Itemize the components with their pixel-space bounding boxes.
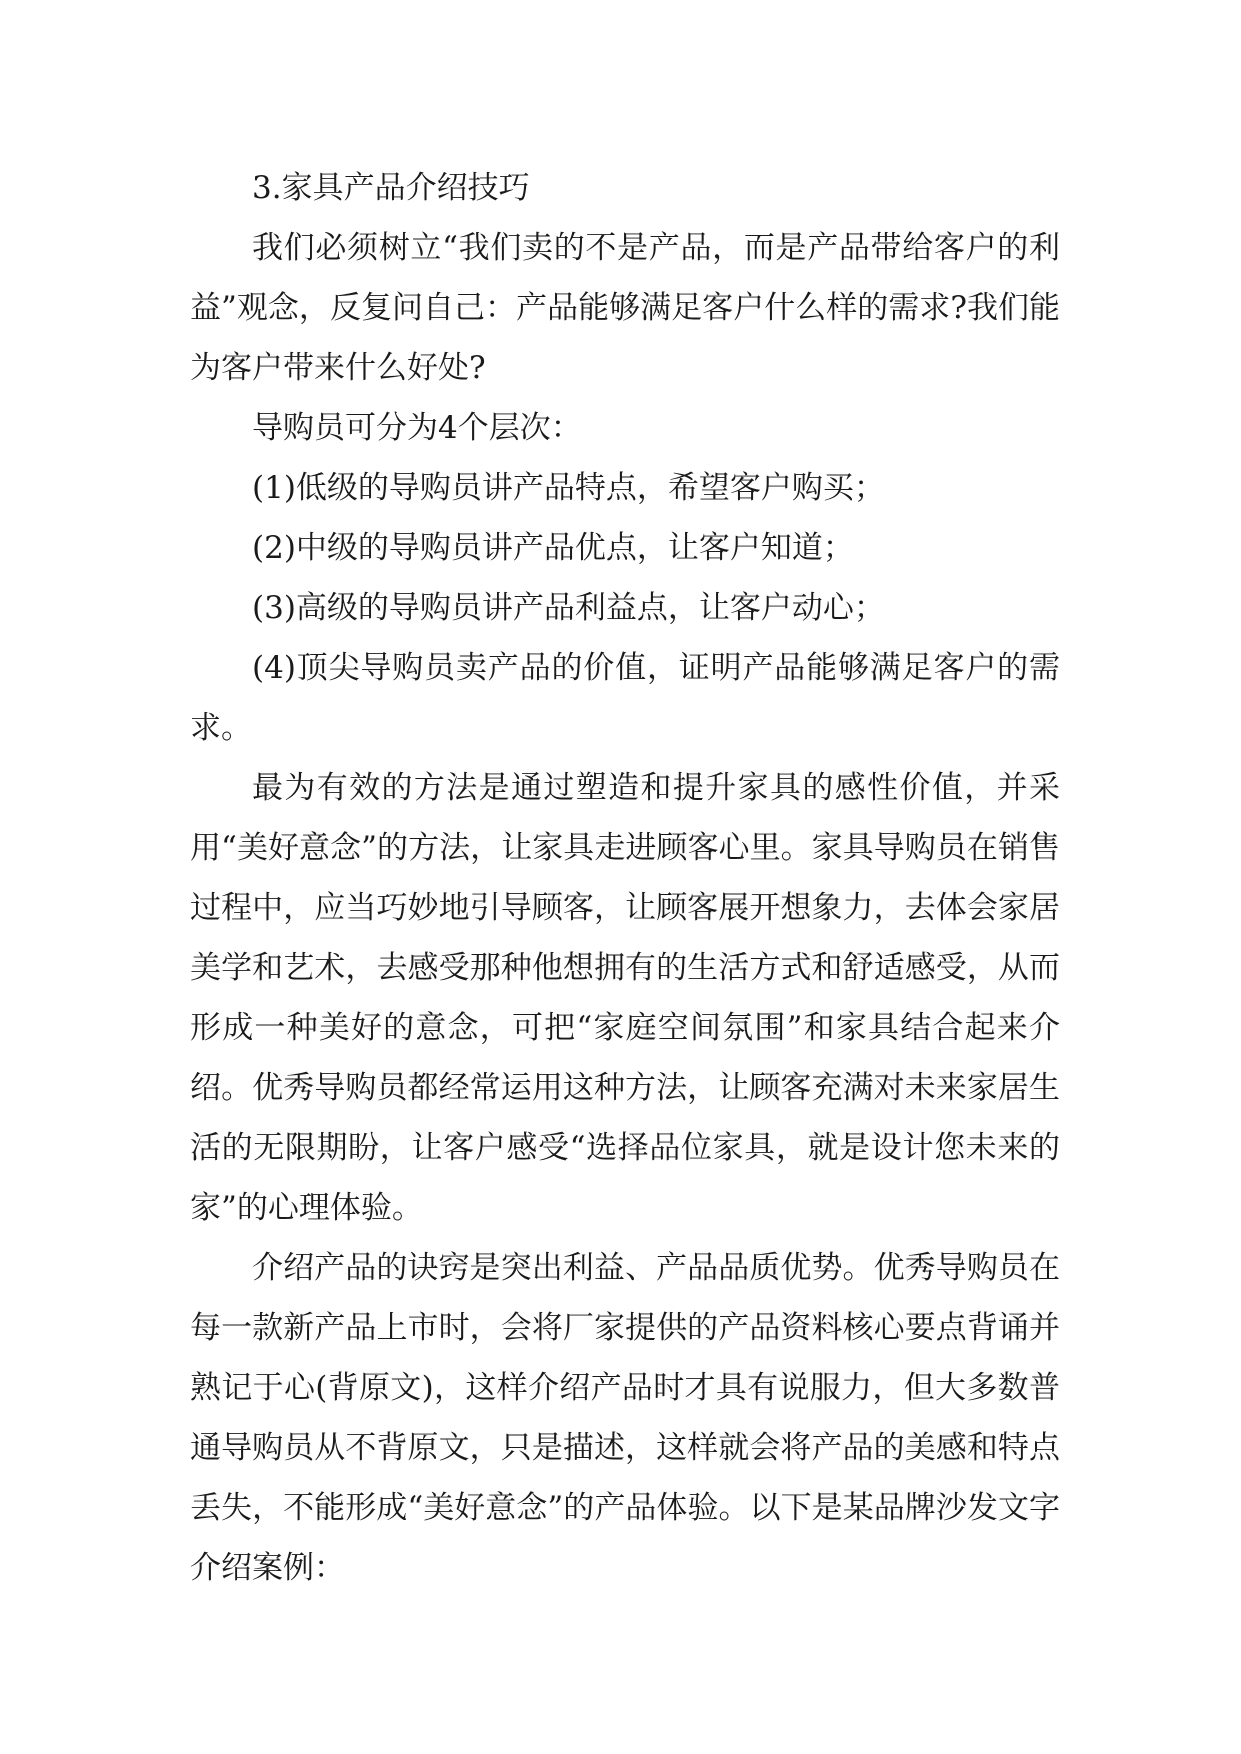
paragraph-method: 最为有效的方法是通过塑造和提升家具的感性价值，并采用“美好意念”的方法，让家具走进顾客心里。家具导购员在销售过程中，应当巧妙地引导顾客，让顾客展开想象力，去体会家居美学和艺术，去感受那种他想拥有的生活方式和舒适感受，从而形成一种美好的意念，可把“家庭空间氛围”和家具结合起来介绍。优秀导购员都经常运用这种方法，让顾客充满对未来家居生活的无限期盼，让客户感受“选择品位家具，就是设计您未来的家”的心理体验。 (190, 770, 1060, 1226)
document-body (190, 158, 1060, 1598)
list-item-level-1: (1)低级的导购员讲产品特点，希望客户购买； (252, 470, 885, 506)
list-item-level-4: (4)顶尖导购员卖产品的价值，证明产品能够满足客户的需求。 (190, 650, 1060, 746)
paragraph-tips: 介绍产品的诀窍是突出利益、产品品质优势。优秀导购员在每一款新产品上市时，会将厂家提供的产品资料核心要点背诵并熟记于心(背原文)，这样介绍产品时才具有说服力，但大多数普通导购员从不背原文，只是描述，这样就会将产品的美感和特点丢失，不能形成“美好意念”的产品体验。以下是某品牌沙发文字介绍案例： (190, 1250, 1060, 1586)
section-heading: 3.家具产品介绍技巧 (252, 170, 530, 206)
paragraph-levels-intro: 导购员可分为4个层次： (252, 410, 582, 446)
list-item-level-2: (2)中级的导购员讲产品优点，让客户知道； (252, 530, 854, 566)
list-item-level-3: (3)高级的导购员讲产品利益点，让客户动心； (252, 590, 885, 626)
paragraph-concept: 我们必须树立“我们卖的不是产品，而是产品带给客户的利益”观念，反复问自己：产品能够满足客户什么样的需求?我们能为客户带来什么好处? (190, 230, 1060, 386)
